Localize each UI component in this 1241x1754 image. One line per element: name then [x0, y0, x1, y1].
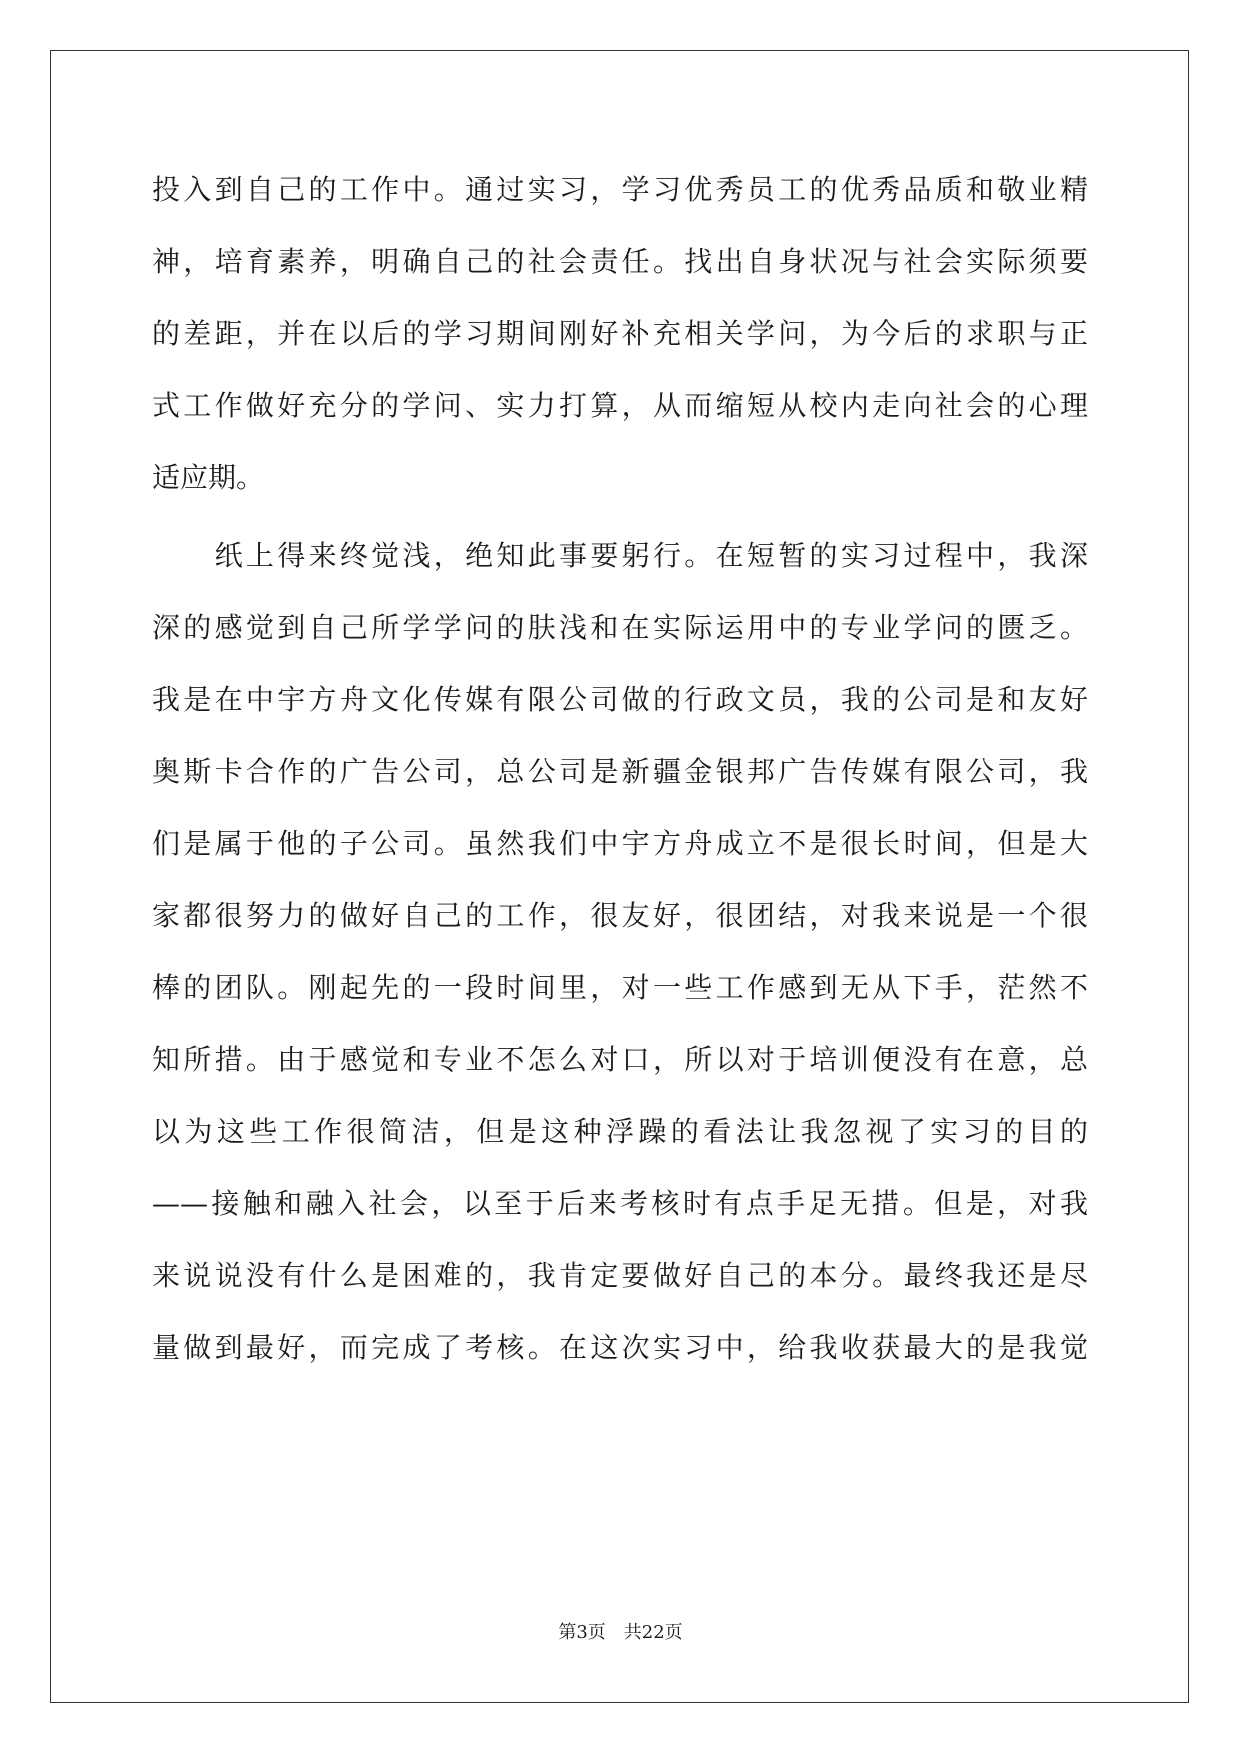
page-total: 22 [641, 1622, 665, 1643]
page-current: 3 [576, 1622, 588, 1643]
page-prefix: 第 [558, 1622, 577, 1643]
text-line: 的差距，并在以后的学习期间刚好补充相关学问，为今后的求职与正 [152, 317, 1088, 350]
page-mid: 页 共 [587, 1622, 642, 1643]
text-line: 深的感觉到自己所学学问的肤浅和在实际运用中的专业学问的匮乏。 [152, 611, 1088, 644]
text-line: 家都很努力的做好自己的工作，很友好，很团结，对我来说是一个很 [152, 899, 1088, 932]
text-line: 适应期。 [152, 461, 265, 494]
text-line: 我是在中宇方舟文化传媒有限公司做的行政文员，我的公司是和友好 [152, 683, 1088, 716]
page-footer [0, 1618, 1241, 1644]
text-line: 投入到自己的工作中。通过实习，学习优秀员工的优秀品质和敬业精 [152, 173, 1088, 206]
text-line: 以为这些工作很简洁，但是这种浮躁的看法让我忽视了实习的目的 [152, 1115, 1088, 1148]
text-line: 知所措。由于感觉和专业不怎么对口，所以对于培训便没有在意，总 [152, 1043, 1088, 1076]
text-line: 量做到最好，而完成了考核。在这次实习中，给我收获最大的是我觉 [152, 1331, 1088, 1364]
text-line: 棒的团队。刚起先的一段时间里，对一些工作感到无从下手，茫然不 [152, 971, 1088, 1004]
text-line: 们是属于他的子公司。虽然我们中宇方舟成立不是很长时间，但是大 [152, 827, 1088, 860]
text-line: 纸上得来终觉浅，绝知此事要躬行。在短暂的实习过程中，我深 [152, 539, 1088, 572]
page-border [50, 50, 1189, 1703]
page-suffix: 页 [664, 1622, 683, 1643]
text-line: 来说说没有什么是困难的，我肯定要做好自己的本分。最终我还是尽 [152, 1259, 1088, 1292]
text-line: 神，培育素养，明确自己的社会责任。找出自身状况与社会实际须要 [152, 245, 1088, 278]
text-line: ——接触和融入社会，以至于后来考核时有点手足无措。但是，对我 [152, 1187, 1088, 1220]
text-line: 奥斯卡合作的广告公司，总公司是新疆金银邦广告传媒有限公司，我 [152, 755, 1088, 788]
text-line: 式工作做好充分的学问、实力打算，从而缩短从校内走向社会的心理 [152, 389, 1088, 422]
